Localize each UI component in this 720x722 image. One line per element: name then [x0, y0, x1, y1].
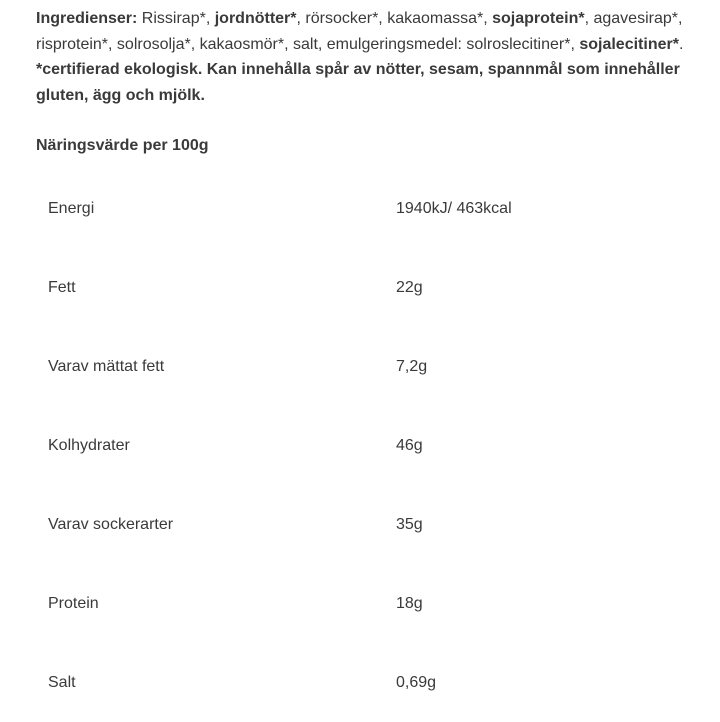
nutrient-name: Varav mättat fett [48, 357, 165, 375]
nutrient-value: 46g [396, 436, 423, 454]
nutrient-name: Fett [48, 278, 76, 296]
table-row [36, 485, 720, 564]
ingredients-segment: , agavesirap*, risprotein*, solrosolja*, kakaosmör*, salt, emulgeringsmedel: solroslecitiner*, [36, 10, 683, 53]
table-row [36, 406, 720, 485]
ingredients-certification-note: *certifierad ekologisk. Kan innehålla spår av nötter, sesam, spannmål som innehåller gluten, ägg och mjölk. [36, 61, 680, 104]
nutrient-value: 18g [396, 594, 423, 612]
table-row [36, 564, 720, 643]
nutrient-name: Kolhydrater [48, 436, 130, 454]
table-row [36, 169, 720, 248]
ingredients-text [36, 6, 716, 108]
ingredients-segment-allergen: sojaprotein* [492, 10, 585, 27]
nutrient-value: 7,2g [396, 357, 428, 375]
table-row [36, 248, 720, 327]
nutrition-table [36, 169, 720, 722]
nutrient-value: 1940kJ/ 463kcal [396, 199, 512, 217]
nutrient-name: Salt [48, 673, 76, 691]
nutrient-name: Protein [48, 594, 99, 612]
ingredients-label: Ingredienser: [36, 10, 138, 27]
ingredients-segment: . [678, 35, 684, 53]
nutrient-name: Energi [48, 199, 95, 217]
nutrient-name: Varav sockerarter [48, 515, 174, 533]
ingredients-segment: , rörsocker*, kakaomassa*, [296, 10, 493, 27]
ingredients-segment-allergen: sojalecitiner* [579, 35, 679, 53]
table-row [36, 327, 720, 406]
table-row [36, 643, 720, 722]
nutrient-value: 35g [396, 515, 423, 533]
nutrient-value: 22g [396, 278, 423, 296]
nutrition-heading: Näringsvärde per 100g [36, 137, 209, 154]
nutrient-value: 0,69g [396, 673, 437, 691]
ingredients-segment: Rissirap*, [137, 10, 215, 27]
ingredients-segment-allergen: jordnötter* [214, 10, 297, 27]
